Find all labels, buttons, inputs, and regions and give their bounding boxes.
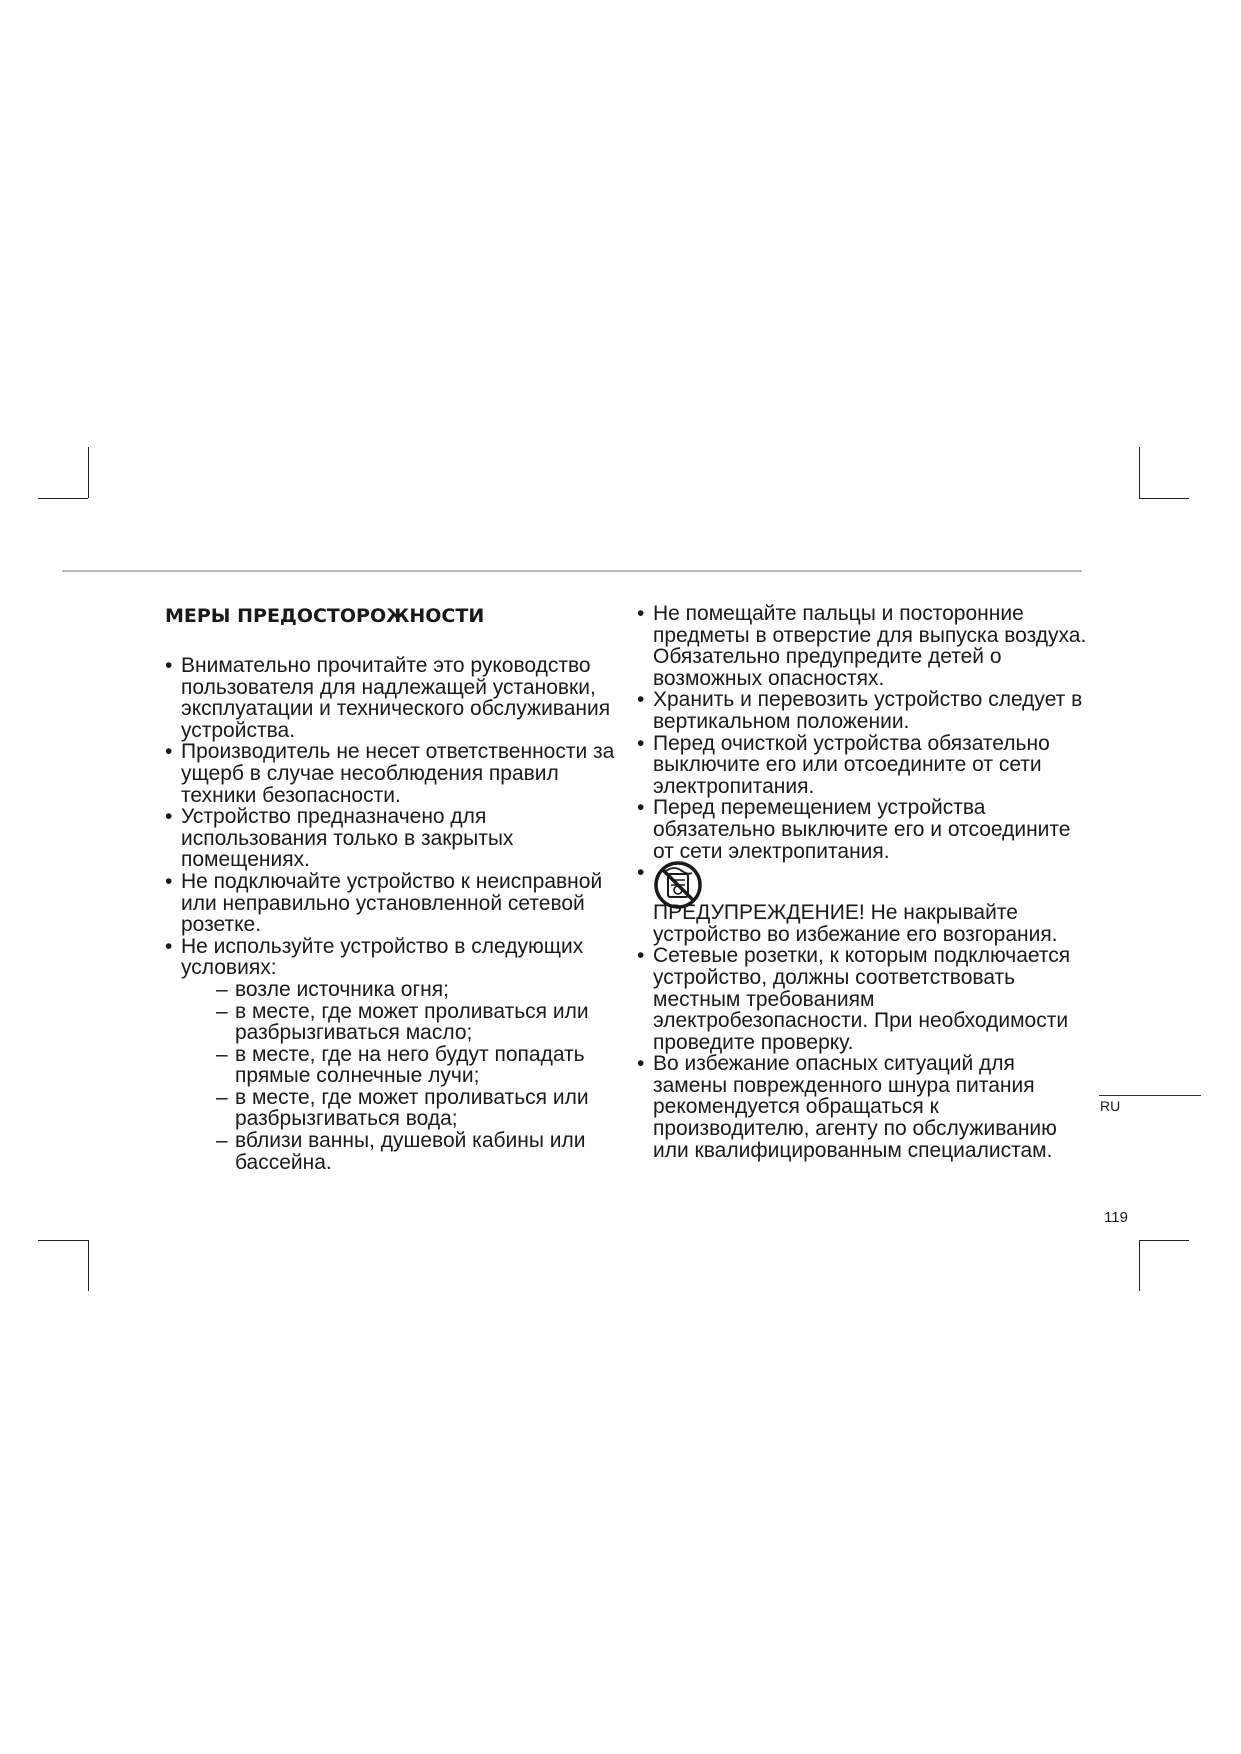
left-column bbox=[165, 603, 625, 1173]
list-item: • Не подключайте устройство к неисправной или неправильно установленной сетевой розетке. bbox=[165, 871, 625, 936]
list-item: • Не помещайте пальцы и посторонние предметы в отверстие для выпуска воздуха. Обязательно предупредите детей о возможных опасностях. bbox=[637, 603, 1087, 689]
conditions-list bbox=[181, 979, 625, 1173]
condition-item: – в месте, где может проливаться или разбрызгиваться масло; bbox=[216, 1001, 625, 1044]
right-column bbox=[637, 603, 1087, 1161]
list-item: • Перед очисткой устройства обязательно выключите его или отсоедините от сети электропитания. bbox=[637, 733, 1087, 798]
list-item: • Внимательно прочитайте это руководство пользователя для надлежащей установки, эксплуатации и технического обслуживания устройства. bbox=[165, 655, 625, 741]
list-item: • Сетевые розетки, к которым подключается устройство, должны соответствовать местным требованиям электробезопасности. При необходимости проведите проверку. bbox=[637, 945, 1087, 1053]
top-divider bbox=[62, 570, 1082, 572]
warning-item bbox=[637, 862, 1087, 945]
condition-item: – в месте, где на него будут попадать прямые солнечные лучи; bbox=[216, 1044, 625, 1087]
conditions-intro: Не используйте устройство в следующих условиях: bbox=[181, 934, 584, 980]
language-code: RU bbox=[1100, 1098, 1121, 1114]
list-item-conditions bbox=[165, 936, 625, 1174]
list-item: • Во избежание опасных ситуаций для замены поврежденного шнура питания рекомендуется обращаться к производителю, агенту по обслуживанию или квалифицированным специалистам. bbox=[637, 1053, 1087, 1161]
page-number: 119 bbox=[1104, 1209, 1128, 1226]
list-item: • Перед перемещением устройства обязательно выключите его и отсоедините от сети электропитания. bbox=[637, 797, 1087, 862]
list-item: • Хранить и перевозить устройство следует в вертикальном положении. bbox=[637, 689, 1087, 732]
no-cover-icon bbox=[652, 859, 704, 911]
precautions-list-left bbox=[165, 655, 625, 1173]
section-heading: МЕРЫ ПРЕДОСТОРОЖНОСТИ bbox=[165, 605, 485, 627]
list-item: • Устройство предназначено для использования только в закрытых помещениях. bbox=[165, 806, 625, 871]
condition-item: – возле источника огня; bbox=[216, 979, 625, 1001]
condition-item: – в месте, где может проливаться или разбрызгиваться вода; bbox=[216, 1087, 625, 1130]
precautions-list-right bbox=[637, 603, 1087, 1161]
warning-text: ПРЕДУПРЕЖДЕНИЕ! Не накрывайте устройство во избежание его возгорания. bbox=[653, 901, 1058, 946]
list-item: • Производитель не несет ответственности за ущерб в случае несоблюдения правил техники безопасности. bbox=[165, 741, 625, 806]
condition-item: – вблизи ванны, душевой кабины или бассейна. bbox=[216, 1130, 625, 1173]
language-divider bbox=[1099, 1095, 1201, 1096]
